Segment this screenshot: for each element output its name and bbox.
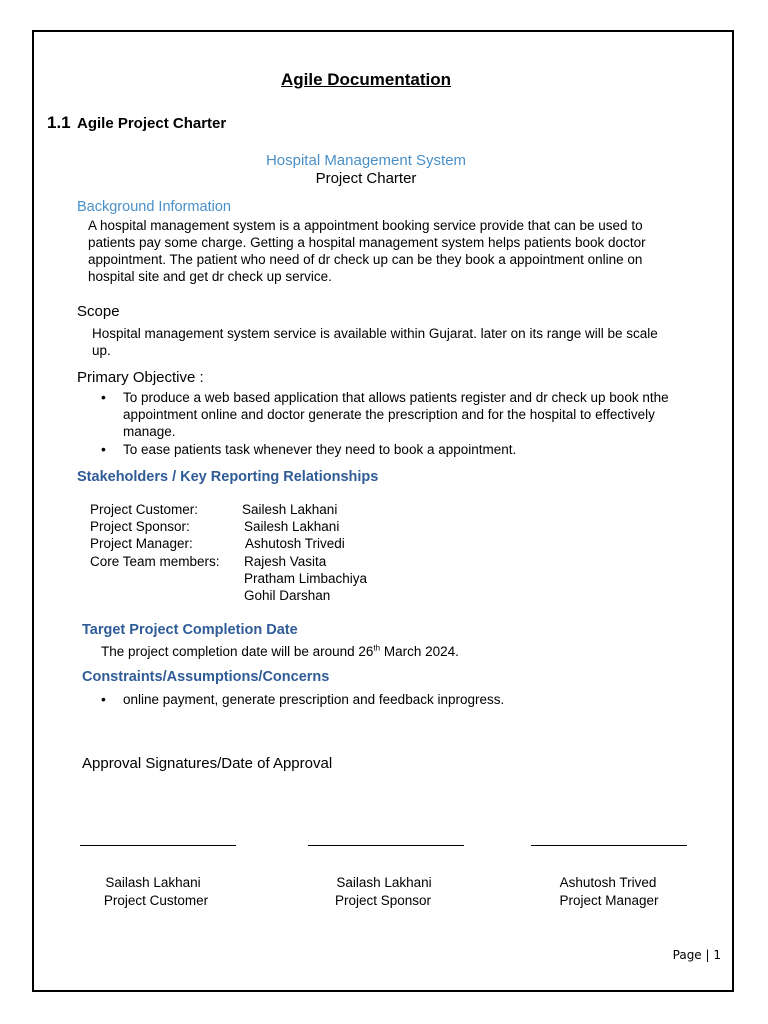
document-title: Agile Documentation (280, 70, 451, 89)
approval-heading: Approval Signatures/Date of Approval (82, 755, 333, 772)
stakeholder-row (90, 587, 490, 604)
objective-item: • To ease patients task whenever they need to book a appointment. (77, 441, 707, 458)
signature-line (308, 845, 464, 846)
signature-role: Project Manager (559, 893, 659, 908)
constraints-list (77, 691, 707, 708)
signature-name: Sailash Lakhani (105, 875, 201, 890)
charter-subtitle: Project Charter (315, 170, 417, 187)
signature-role: Project Customer (103, 893, 209, 908)
stakeholder-role: Project Sponsor: (90, 519, 190, 535)
completion-superscript: th (373, 643, 381, 653)
stakeholder-name: Sailesh Lakhani (244, 519, 340, 535)
stakeholder-row (90, 553, 490, 570)
signature-line (80, 845, 236, 846)
page-number: Page | 1 (672, 948, 721, 962)
stakeholder-name: Pratham Limbachiya (244, 570, 368, 586)
signature-name: Sailash Lakhani (336, 875, 432, 890)
background-text: A hospital management system is a appointment booking service provide that can be used to patients pay some charge. Getting a hospital management system helps patients book doctor appointment. The patient who need of dr check up can be they book a appointment online on hospital site and get dr check up service. (88, 218, 646, 284)
stakeholder-role: Project Customer: (90, 502, 199, 517)
completion-text-after: March 2024. (380, 644, 459, 659)
system-name: Hospital Management System (265, 152, 467, 169)
stakeholder-row (90, 535, 490, 552)
stakeholder-role: Core Team members: (90, 553, 220, 569)
scope-heading: Scope (77, 303, 120, 320)
objective-item: • To produce a web based application that allows patients register and dr check up book nthe appointment online and doctor generate the prescription and for the hospital to effectively manage. (77, 389, 707, 440)
signature-line (531, 845, 687, 846)
stakeholder-name: Ashutosh Trivedi (245, 536, 345, 552)
stakeholder-row (90, 570, 490, 587)
scope-text: Hospital management system service is available within Gujarat. later on its range will be scale up. (92, 326, 658, 358)
stakeholder-row (90, 518, 490, 535)
stakeholder-row (90, 501, 490, 518)
stakeholder-name: Gohil Darshan (244, 587, 331, 603)
completion-text (101, 643, 459, 660)
completion-heading: Target Project Completion Date (82, 622, 298, 638)
constraints-heading: Constraints/Assumptions/Concerns (82, 669, 330, 685)
signature-role: Project Sponsor (334, 893, 432, 908)
stakeholder-name: Rajesh Vasita (244, 553, 327, 569)
completion-text-before: The project completion date will be around 26 (101, 644, 374, 659)
objective-heading: Primary Objective : (77, 369, 204, 386)
stakeholders-table (90, 501, 490, 604)
background-heading: Background Information (77, 199, 231, 215)
stakeholders-heading: Stakeholders / Key Reporting Relationships (77, 469, 379, 485)
signature-name: Ashutosh Trived (559, 875, 657, 890)
stakeholder-role: Project Manager: (90, 536, 193, 552)
section-title: Agile Project Charter (77, 115, 227, 132)
stakeholder-name: Sailesh Lakhani (242, 502, 338, 517)
section-number: 1.1 (47, 113, 71, 132)
constraint-item: • online payment, generate prescription and feedback inprogress. (77, 691, 707, 708)
objective-list (77, 389, 707, 458)
